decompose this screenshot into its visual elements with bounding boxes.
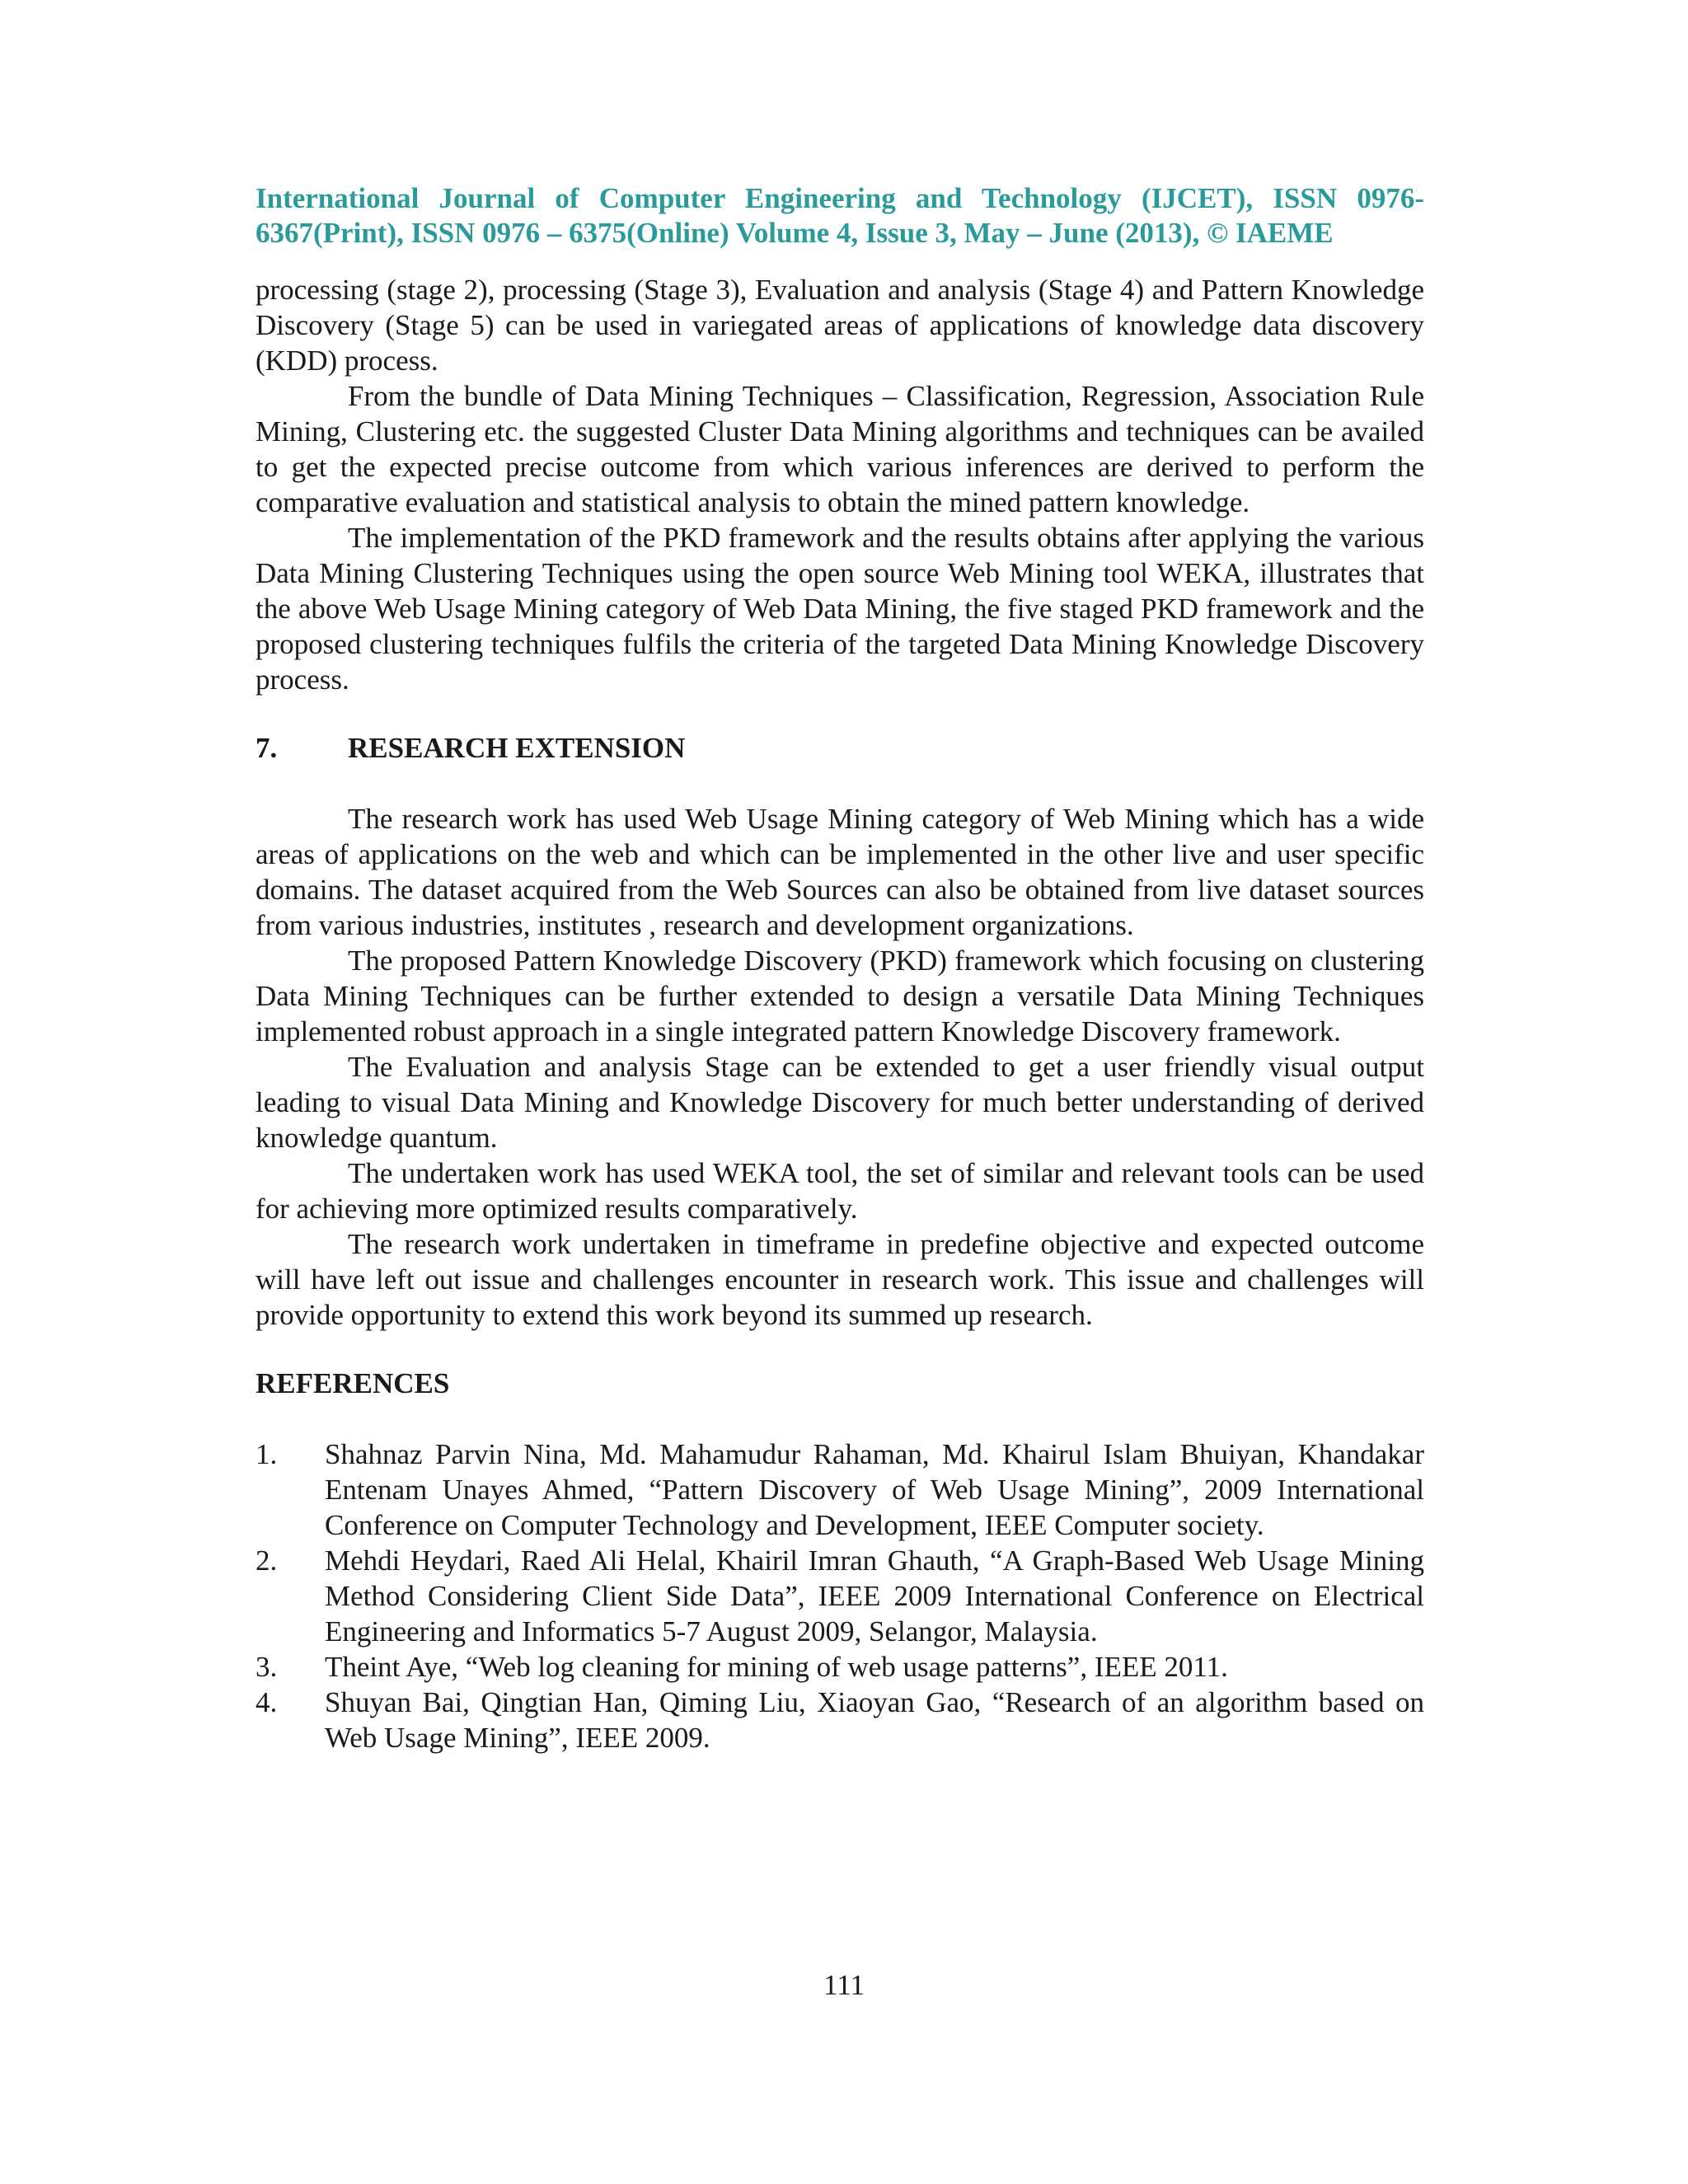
section-heading (256, 730, 1424, 766)
intro-paragraph-1: processing (stage 2), processing (Stage 3), Evaluation and analysis (Stage 4) and Pattern Knowledge Discovery (Stage 5) can be used in variegated areas of applications of knowledge data discovery (KDD) process. (256, 274, 1424, 377)
intro-paragraph-3: The implementation of the PKD framework and the results obtains after applying the various Data Mining Clustering Techniques using the open source Web Mining tool WEKA, illustrates that the above Web Usage Mining category of Web Data Mining, the five staged PKD framework and the proposed clustering techniques fulfils the criteria of the targeted Data Mining Knowledge Discovery process. (256, 522, 1424, 696)
reference-item (256, 1436, 1424, 1543)
page-number: 111 (823, 1969, 865, 2001)
page-content (256, 181, 1424, 1755)
reference-number: 3. (256, 1651, 278, 1683)
intro-paragraph-2: From the bundle of Data Mining Techniques – Classification, Regression, Association Rule Mining, Clustering etc. the suggested Cluster Data Mining algorithms and techniques can be availed to get the expected precise outcome from which various inferences are derived to perform the comparative evaluation and statistical analysis to obtain the mined pattern knowledge. (256, 380, 1424, 518)
reference-text: Mehdi Heydari, Raed Ali Helal, Khairil Imran Ghauth, “A Graph-Based Web Usage Mining Method Considering Client Side Data”, IEEE 2009 International Conference on Electrical Engineering and Informatics 5-7 August 2009, Selangor, Malaysia. (325, 1544, 1424, 1647)
section-paragraph-3: The Evaluation and analysis Stage can be extended to get a user friendly visual output leading to visual Data Mining and Knowledge Discovery for much better understanding of derived knowledge quantum. (256, 1051, 1424, 1154)
journal-header: International Journal of Computer Engineering and Technology (IJCET), ISSN 0976-6367(Print), ISSN 0976 – 6375(Online) Volume 4, Issue 3, May – June (2013), © IAEME (256, 182, 1424, 249)
reference-text: Shahnaz Parvin Nina, Md. Mahamudur Rahaman, Md. Khairul Islam Bhuiyan, Khandakar Entenam Unayes Ahmed, “Pattern Discovery of Web Usage Mining”, 2009 International Conference on Computer Technology and Development, IEEE Computer society. (325, 1438, 1424, 1541)
reference-number: 4. (256, 1686, 278, 1718)
reference-list (256, 1436, 1424, 1755)
section-paragraph-5: The research work undertaken in timeframe in predefine objective and expected outcome will have left out issue and challenges encounter in research work. This issue and challenges will provide opportunity to extend this work beyond its summed up research. (256, 1228, 1424, 1331)
reference-item (256, 1543, 1424, 1649)
section-paragraph-2: The proposed Pattern Knowledge Discovery (PKD) framework which focusing on clustering Data Mining Techniques can be further extended to design a versatile Data Mining Techniques implemented robust approach in a single integrated pattern Knowledge Discovery framework. (256, 944, 1424, 1047)
reference-text: Theint Aye, “Web log cleaning for mining of web usage patterns”, IEEE 2011. (325, 1651, 1228, 1683)
section-title: RESEARCH EXTENSION (348, 732, 686, 764)
reference-item (256, 1685, 1424, 1755)
section-paragraph-4: The undertaken work has used WEKA tool, the set of similar and relevant tools can be used for achieving more optimized results comparatively. (256, 1157, 1424, 1225)
section-paragraph-1: The research work has used Web Usage Mining category of Web Mining which has a wide areas of applications on the web and which can be implemented in the other live and user specific domains. The dataset acquired from the Web Sources can also be obtained from live dataset sources from various industries, institutes , research and development organizations. (256, 803, 1424, 941)
section-number: 7. (256, 732, 278, 764)
reference-number: 2. (256, 1544, 278, 1577)
reference-text: Shuyan Bai, Qingtian Han, Qiming Liu, Xiaoyan Gao, “Research of an algorithm based on Web Usage Mining”, IEEE 2009. (325, 1686, 1424, 1754)
reference-number: 1. (256, 1438, 278, 1470)
references-heading: REFERENCES (256, 1367, 450, 1399)
reference-item (256, 1649, 1424, 1685)
